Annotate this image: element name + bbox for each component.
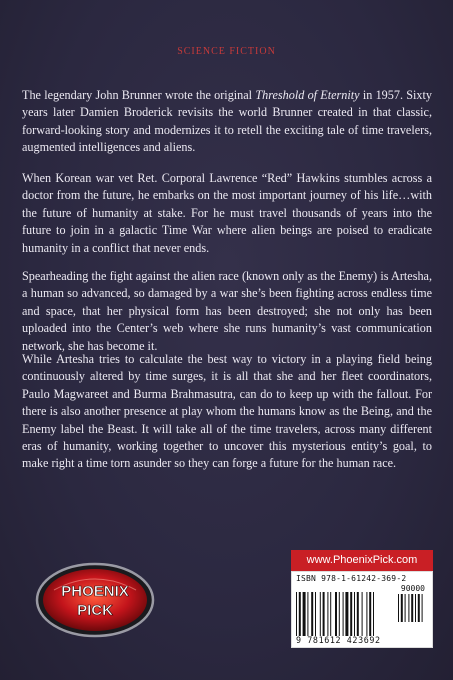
barcode-panel: [291, 571, 433, 648]
genre-label: SCIENCE FICTION: [177, 46, 276, 57]
blurb-1-end: in 1957. Sixty years later Damien Broderick revisits the world Brunner created in that classic, forward-looking story and modernizes it to retell the exciting tale of time travelers, augmented intelligences and aliens.: [22, 88, 432, 155]
book-title-italic: Threshold of Eternity: [255, 88, 360, 102]
logo-text-line2: PICK: [77, 602, 113, 619]
publisher-url[interactable]: www.PhoenixPick.com: [291, 550, 433, 571]
blurb-paragraph-2: When Korean war vet Ret. Corporal Lawrence “Red” Hawkins stumbles across a doctor from the future, he embarks on the most important journey of his life…with the future of humanity at stake. For he must travel thousands of years into the future to join in a galactic Time War where alien beings are poised to eradicate humanity in a conflict that never ends.: [22, 171, 432, 255]
blurb-paragraph-4: While Artesha tries to calculate the best way to victory in a playing field being continuously altered by time surges, it is all that she and her fleet coordinators, Paulo Magwareet and Burma Brahmasutra, can do to keep up with the fallout. For there is also another presence at play whom the humans know as the Being, and the Enemy label the Beast. It will take all of the time travelers, across many different eras of humanity, working together to uncover this mysterious entity’s goal, to make right a time torn asunder so they can forge a future for the human race.: [22, 352, 432, 471]
logo-text-line1: PHOENIX: [61, 583, 129, 600]
phoenix-pick-logo: [34, 560, 156, 640]
isbn-text: ISBN 978-1-61242-369-2: [296, 574, 407, 583]
addon-barcode-bars: [398, 594, 426, 622]
blurb-1-start: The legendary John Brunner wrote the original: [22, 88, 256, 102]
barcode-number: 9 781612 423692: [296, 635, 381, 645]
price-code: 90000: [400, 584, 425, 593]
blurb-paragraph-3: Spearheading the fight against the alien race (known only as the Enemy) is Artesha, a human so advanced, so damaged by a war she’s been fighting across endless time and space, that her physical form has been destroyed; she not only has been uploaded into the Center’s web where she runs humanity’s vast communication network, she has become it.: [22, 269, 432, 353]
barcode-bars: [296, 592, 400, 636]
blurb-paragraph-1: [22, 87, 432, 157]
